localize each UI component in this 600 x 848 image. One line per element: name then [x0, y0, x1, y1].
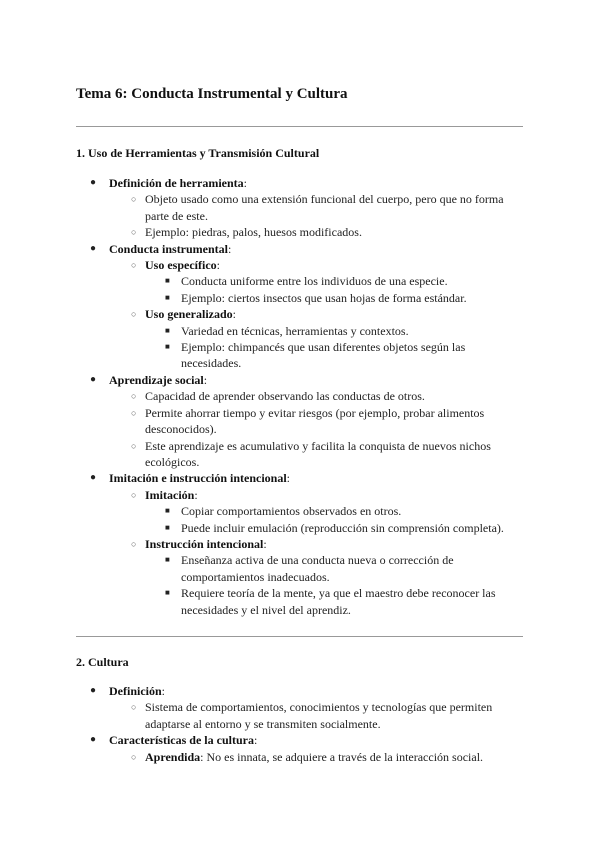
item-text: Ejemplo: chimpancés que usan diferentes objetos según las necesidades. [181, 340, 466, 371]
divider [76, 126, 523, 127]
item-text: Sistema de comportamientos, conocimientos y tecnologías que permiten adaptarse al entorno y se transmiten socialmente. [145, 700, 493, 731]
item-label: Uso generalizado [145, 307, 233, 322]
bullet-square-icon: ■ [165, 276, 170, 286]
item-text: Ejemplo: ciertos insectos que usan hojas de forma estándar. [181, 290, 467, 305]
bullet-square-icon: ■ [165, 506, 170, 516]
bullet-circle-icon: ○ [131, 407, 137, 418]
bullet-square-icon: ■ [165, 588, 170, 598]
item-label: Definición [109, 684, 162, 698]
colon: : [194, 487, 198, 502]
bullet-circle-icon: ○ [131, 391, 137, 402]
bullet-circle-icon: ○ [131, 489, 137, 500]
section-heading: 2. Cultura [76, 655, 129, 669]
item-text: Este aprendizaje es acumulativo y facilita la conquista de nuevos nichos ecológicos. [145, 438, 491, 469]
colon: : [161, 684, 166, 698]
list-item [76, 470, 526, 618]
list-item [76, 224, 526, 240]
list-item [76, 388, 526, 404]
list-item [76, 732, 526, 765]
item-text: Ejemplo: piedras, palos, huesos modificados. [145, 225, 362, 240]
list-item [76, 372, 526, 470]
item-label: Conducta instrumental [109, 241, 229, 256]
list-item [76, 585, 526, 618]
item-text: Requiere teoría de la mente, ya que el maestro debe reconocer las necesidades y el nivel del aprendiz. [181, 586, 496, 617]
colon: : [216, 258, 220, 273]
list-item [76, 699, 526, 732]
item-label: Uso específico [145, 258, 217, 273]
bullet-disc-icon: ● [90, 685, 97, 696]
item-text: Conducta uniforme entre los individuos de una especie. [181, 274, 448, 289]
section-1-list [76, 175, 526, 618]
list-item [76, 257, 526, 306]
item-text: Capacidad de aprender observando las conductas de otros. [145, 389, 425, 404]
bullet-circle-icon: ○ [131, 227, 137, 238]
bullet-circle-icon: ○ [131, 538, 137, 549]
list-item [76, 191, 526, 224]
item-label: Aprendizaje social [109, 372, 204, 387]
bullet-circle-icon: ○ [131, 194, 137, 205]
colon: : [203, 372, 208, 387]
item-label: Imitación [145, 487, 195, 502]
list-item [76, 438, 526, 471]
colon: : [243, 176, 247, 190]
bullet-circle-icon: ○ [131, 260, 137, 271]
colon: : [263, 536, 267, 551]
item-label: Instrucción intencional [145, 536, 264, 551]
bullet-disc-icon: ● [90, 734, 97, 746]
bullet-circle-icon: ○ [131, 440, 137, 451]
item-text: Objeto usado como una extensión funcional del cuerpo, pero que no forma parte de este. [145, 192, 504, 223]
list-item [76, 339, 526, 372]
divider [76, 636, 523, 637]
colon: : [232, 307, 236, 322]
bullet-disc-icon: ● [90, 177, 97, 188]
bullet-square-icon: ■ [165, 292, 170, 302]
item-label: Aprendida [145, 749, 201, 764]
item-label: Imitación e instrucción intencional [109, 471, 287, 486]
section-2-list [76, 683, 526, 765]
bullet-circle-icon: ○ [131, 702, 137, 713]
list-item [76, 306, 526, 372]
item-text: Copiar comportamientos observados en otros. [181, 504, 402, 519]
colon: : [228, 241, 232, 256]
bullet-disc-icon: ● [90, 373, 97, 385]
list-item [76, 503, 526, 519]
bullet-disc-icon: ● [90, 242, 97, 254]
item-text: Variedad en técnicas, herramientas y contextos. [181, 323, 409, 338]
bullet-square-icon: ■ [165, 325, 170, 335]
section-heading: 1. Uso de Herramientas y Transmisión Cultural [76, 146, 320, 160]
list-item [76, 683, 526, 732]
item-label: Definición de herramienta [109, 176, 244, 190]
list-item [76, 405, 526, 438]
bullet-circle-icon: ○ [131, 309, 137, 320]
bullet-square-icon: ■ [165, 522, 170, 532]
list-item [76, 520, 526, 536]
item-text: Permite ahorrar tiempo y evitar riesgos (por ejemplo, probar alimentos desconocidos). [145, 405, 485, 437]
list-item [76, 536, 526, 618]
item-label: Características de la cultura [109, 733, 254, 748]
colon: : [286, 471, 291, 486]
list-item [76, 552, 526, 585]
list-item [76, 273, 526, 289]
bullet-circle-icon: ○ [131, 751, 137, 762]
colon: : [253, 733, 258, 748]
item-text: No es innata, se adquiere a través de la interacción social. [206, 749, 484, 764]
document-title: Tema 6: Conducta Instrumental y Cultura [76, 86, 348, 102]
bullet-square-icon: ■ [165, 555, 170, 565]
item-text: Enseñanza activa de una conducta nueva o corrección de comportamientos inadecuados. [181, 553, 454, 584]
list-item [76, 290, 526, 306]
list-item [76, 487, 526, 536]
list-item [76, 749, 526, 765]
list-item [76, 175, 526, 241]
item-text: Puede incluir emulación (reproducción sin comprensión completa). [181, 520, 504, 535]
bullet-disc-icon: ● [90, 472, 97, 484]
bullet-square-icon: ■ [165, 342, 170, 352]
list-item [76, 323, 526, 339]
list-item [76, 241, 526, 372]
colon: : [200, 749, 204, 764]
